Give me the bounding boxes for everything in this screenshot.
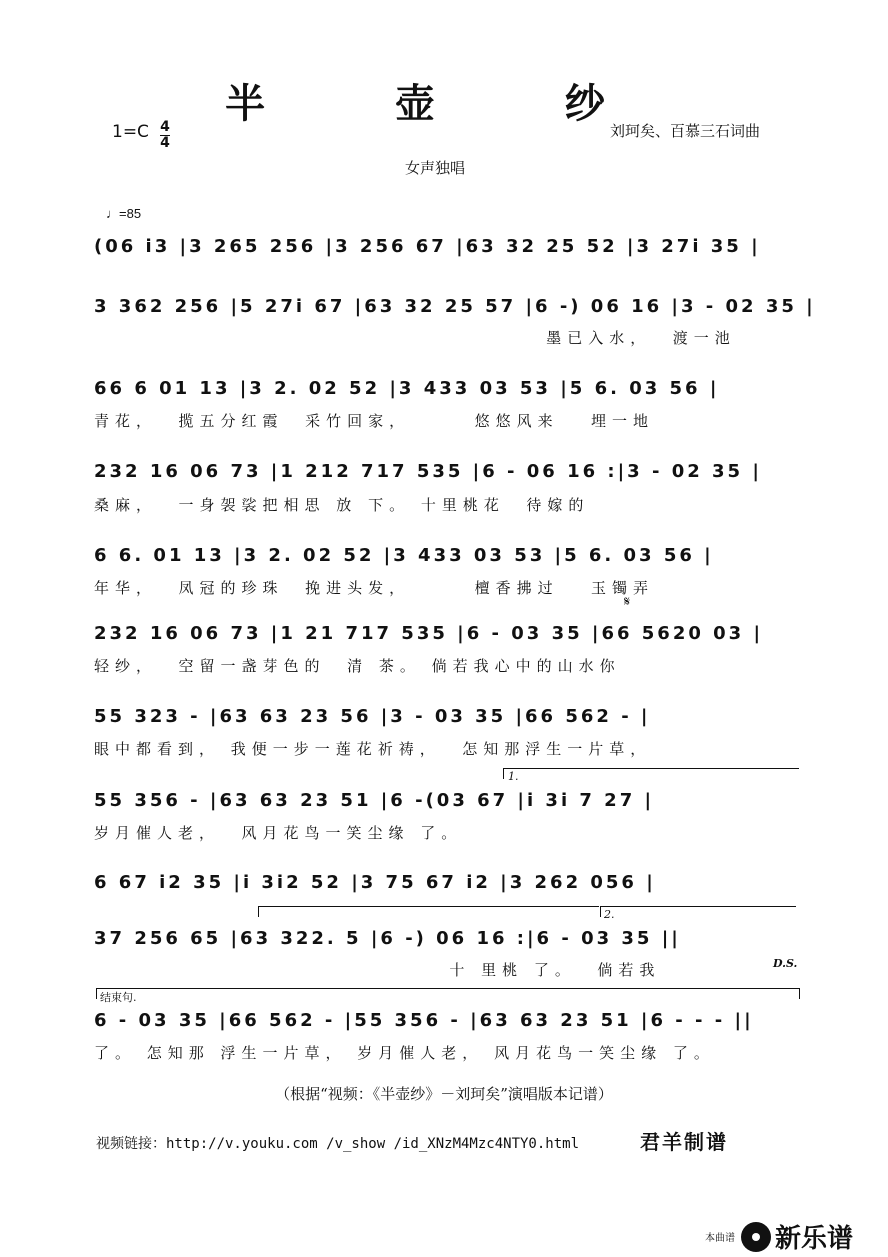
lyric-line-5: 年华， 凤冠的珍珠 挽进头发， 檀香拂过 玉镯弄 [94,579,654,597]
score-line-9: 6 67 i2 35 |i 3i2 52 |3 75 67 i2 |3 262 056 | [94,872,656,893]
source-note: （根据“视频：《半壶纱》－刘珂矣”演唱版本记谱） [275,1085,613,1103]
ending-box [96,988,800,999]
arranger-signature: 君羊制谱 [640,1130,728,1154]
time-top: 4 [160,119,170,135]
volta-1-bracket [503,768,799,779]
logo-caption: 本曲谱 [705,1233,735,1244]
logo-text: 新乐谱 [775,1224,854,1254]
tempo-mark: ♩=85 [106,206,142,221]
score-line-8: 55 356 - |63 63 23 51 |6 -(03 67 |i 3i 7 27 | [94,790,655,811]
video-link-url[interactable]: http://v.youku.com /v_show /id_XNzM4Mzc4NTY0.html [166,1136,580,1152]
composer-credit: 刘珂矣、百慕三石词曲 [610,122,761,140]
repeat-bracket [258,906,599,917]
time-signature [160,120,170,151]
score-line-1: (06 i3 |3 265 256 |3 256 67 |63 32 25 52 |3 27i 35 | [94,236,761,257]
lyric-line-6: 轻纱， 空留一盏芽色的 清 茶。 倘若我心中的山水你 [94,657,621,675]
score-line-10: 37 256 65 |63 322. 5 |6 -) 06 16 :|6 - 03 35 || [94,928,681,949]
video-link[interactable] [96,1133,579,1153]
score-line-3: 66 6 01 13 |3 2. 02 52 |3 433 03 53 |5 6. 03 56 | [94,378,720,399]
performer-label: 女声独唱 [405,159,466,177]
site-logo [705,1218,853,1255]
score-line-2: 3 362 256 |5 27i 67 |63 32 25 57 |6 -) 06 16 |3 - 02 35 | [94,296,816,317]
lyric-line-2: 墨已入水， 渡一池 [94,329,736,347]
lyric-line-7: 眼中都看到， 我便一步一莲花祈祷， 怎知那浮生一片草， [94,740,652,758]
page-title: 半 壶 纱 [225,80,663,127]
key-signature: 1=C [112,122,149,142]
score-line-4: 232 16 06 73 |1 212 717 535 |6 - 06 16 :|3 - 02 35 | [94,461,762,482]
score-line-7: 55 323 - |63 63 23 56 |3 - 03 35 |66 562 - | [94,706,651,727]
lyric-line-4: 桑麻， 一身袈裟把相思 放 下。 十里桃花 待嫁的 [94,496,590,514]
video-link-label: 视频链接： [96,1136,166,1152]
volta-1-label: 1. [508,770,519,783]
volta-2-bracket [600,906,796,917]
segno-sign: 𝄋 [624,594,631,610]
lyric-line-11: 了。 怎知那 浮生一片草， 岁月催人老， 风月花鸟一笑尘缘 了。 [94,1044,715,1062]
score-line-6: 232 16 06 73 |1 21 717 535 |6 - 03 35 |66 5620 03 | [94,623,764,644]
lyric-line-10: 十 里桃 了。 倘若我 [94,961,661,979]
ds-mark: D.S. [773,957,798,970]
volta-2-label: 2. [604,908,615,921]
ending-label: 结束句. [100,991,137,1004]
time-bottom: 4 [160,135,170,151]
logo-disc-icon [741,1222,771,1252]
score-line-5: 6 6. 01 13 |3 2. 02 52 |3 433 03 53 |5 6. 03 56 | [94,545,714,566]
lyric-line-8: 岁月催人老， 风月花鸟一笑尘缘 了。 [94,824,463,842]
score-line-11: 6 - 03 35 |66 562 - |55 356 - |63 63 23 51 |6 - - - || [94,1010,754,1031]
lyric-line-3: 青花， 揽五分红霞 采竹回家， 悠悠风来 埋一地 [94,412,654,430]
